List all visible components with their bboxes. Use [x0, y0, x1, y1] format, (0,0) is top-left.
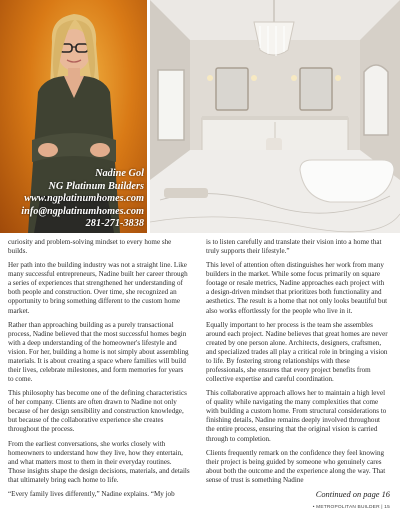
article-paragraph: Rather than approaching building as a purely transactional process, Nadine believed that the most successful homes begin with a deep understanding of the homeowner's lifestyle and vision. For her, building a home is not simply about assembling materials. It is about creating a space where families will build their lives, celebrate milestones, and form memories for years to come.: [8, 320, 189, 384]
article-column-right: [206, 238, 388, 490]
portrait-photo: [0, 0, 147, 233]
article-column-left: [8, 238, 190, 504]
article-paragraph: Equally important to her process is the team she assembles around each project. Nadine believes that great homes are never created by one person alone. Architects, designers, craftsmen, and specialized trades all play a critical role in bringing a vision to life. By fostering strong relationships with these professionals, she ensures that every project benefits from collective expertise and careful coordination.: [206, 320, 388, 384]
bathroom-illustration: [150, 0, 400, 233]
article-paragraph: is to listen carefully and translate their vision into a home that truly supports their lifestyle.”: [206, 238, 382, 256]
caption-company: NG Platinum Builders: [48, 180, 144, 192]
caption-website: www.ngplatinumhomes.com: [24, 193, 144, 205]
page-footer: • METROPOLITAN BUILDER | 15: [312, 505, 390, 510]
caption-email: info@ngplatinumhomes.com: [21, 205, 144, 217]
article-paragraph: This collaborative approach allows her to maintain a high level of quality while navigating the many complexities that come with building a custom home. From structural considerations to finishing details, Nadine remains deeply involved throughout the entire process, ensuring that the original vision is carried through to completion.: [206, 389, 387, 443]
article-paragraph: Clients frequently remark on the confidence they feel knowing their project is being guided by someone who genuinely cares about both the outcome and the experience along the way. That sense of trust is something Nadine: [206, 448, 386, 484]
continued-link[interactable]: Continued on page 16: [315, 490, 390, 499]
article-paragraph: This level of attention often distinguishes her work from many builders in the market. While some focus primarily on square footage or resale metrics, Nadine approaches each project with a design-driven mindset that prioritizes both functionality and aesthetics. The result is a home that not only looks beautiful but also works effortlessly for the people who live in it.: [206, 261, 388, 315]
article-paragraph: From the earliest conversations, she works closely with homeowners to understand how they live, how they entertain, and what matters most to them in their everyday routines. Those insights shape the design decisions, materials, and details that ultimately bring each home to life.: [8, 439, 190, 484]
bathroom-photo: [150, 0, 400, 233]
article-paragraph: Her path into the building industry was not a straight line. Like many successful entrepreneurs, Nadine built her career through a series of experiences that strengthened her understanding of both people and construction. Over time, she recognized an opportunity to bring something different to the custom home market.: [8, 261, 188, 315]
builder-caption: [4, 168, 144, 231]
caption-name: Nadine Gol: [95, 168, 144, 179]
article-paragraph: “Every family lives differently,” Nadine explains. “My job: [8, 490, 175, 499]
article-paragraph: curiosity and problem-solving mindset to every home she builds.: [8, 238, 172, 256]
caption-phone: 281-271-3838: [85, 218, 144, 230]
article-paragraph: This philosophy has become one of the defining characteristics of her company. Clients are often drawn to Nadine not only because of her design sensibility and construction knowledge, but because of the collaborative experience she creates throughout the process.: [8, 389, 187, 434]
